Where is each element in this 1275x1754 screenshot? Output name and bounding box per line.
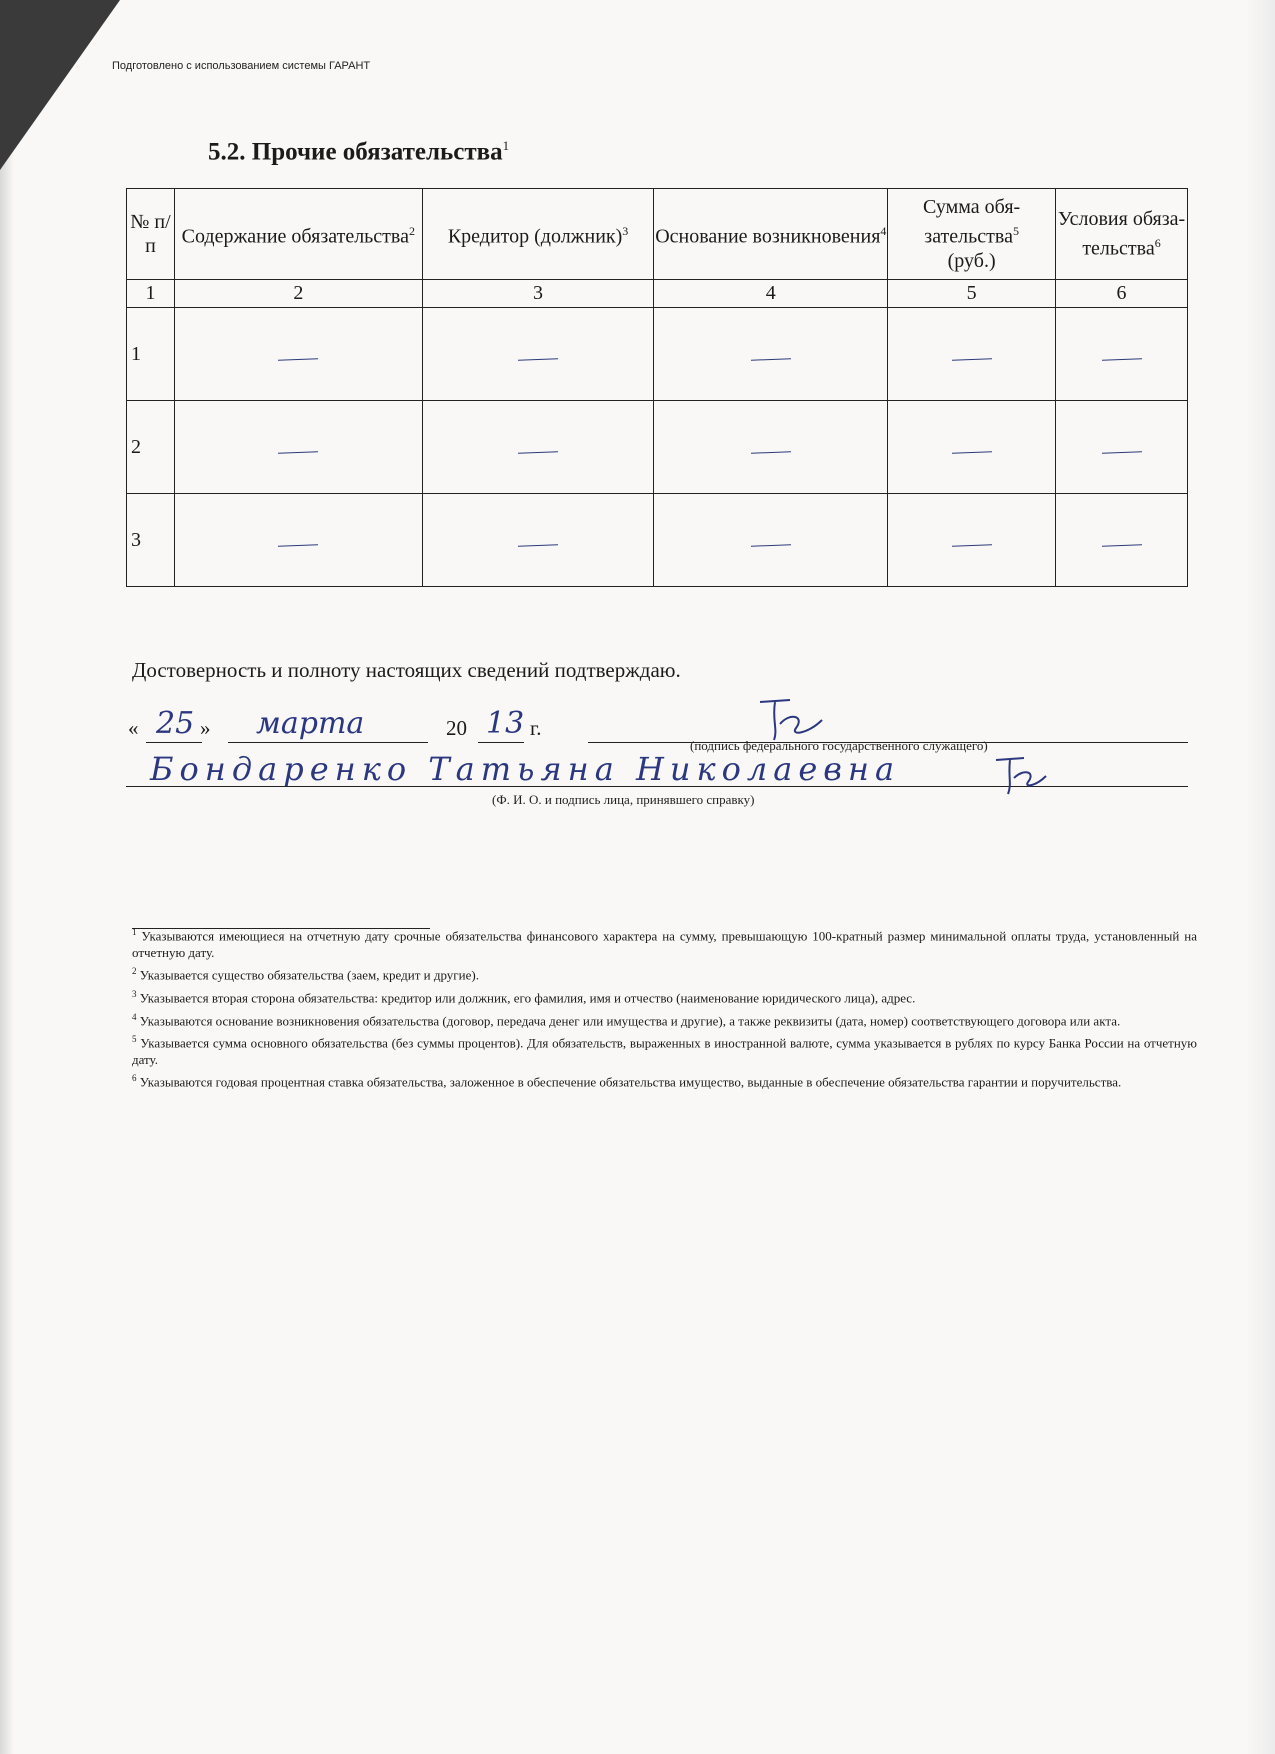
table-cell xyxy=(174,308,422,401)
date-day: 25 xyxy=(156,706,195,741)
table-cell xyxy=(1056,494,1188,587)
table-cell xyxy=(888,308,1056,401)
table-row xyxy=(127,494,1188,587)
header-cell: Основание возникновения$^4$ xyxy=(654,189,888,280)
table-cell xyxy=(888,494,1056,587)
scan-edge-shadow xyxy=(0,0,14,1754)
dash-mark xyxy=(518,451,558,453)
dash-mark xyxy=(952,544,992,546)
table-cell xyxy=(422,494,654,587)
dash-mark xyxy=(751,358,791,360)
table-row xyxy=(127,401,1188,494)
table-cell xyxy=(654,494,888,587)
table-cell xyxy=(174,494,422,587)
row-index: 1 xyxy=(127,308,175,401)
table-cell xyxy=(1056,401,1188,494)
scan-edge-right xyxy=(1245,0,1275,1754)
footnotes xyxy=(132,924,1197,1093)
dash-mark xyxy=(952,358,992,360)
header-cell: Кредитор (должник)$^3$ xyxy=(422,189,654,280)
signature-caption: (подпись федерального государственного служащего) xyxy=(690,738,988,753)
footnote: $^4$ Указываются основание возникновения обязательства (договор, передача денег или имущества и другие), а также реквизиты (дата, номер) соответствующего договора или акта. xyxy=(132,1011,1121,1028)
row-index: 2 xyxy=(127,401,175,494)
receiver-name: Бондаренко Татьяна Николаевна xyxy=(150,750,901,788)
column-number: 5 xyxy=(888,280,1056,308)
header-cell: Условия обяза-тельства$^6$ xyxy=(1056,189,1188,280)
dash-mark xyxy=(1102,451,1142,453)
dash-mark xyxy=(278,544,318,546)
footnote: $^3$ Указывается вторая сторона обязательства: кредитор или должник, его фамилия, имя и отчество (наименование юридического лица), адрес. xyxy=(132,988,916,1006)
receiver-caption: (Ф. И. О. и подпись лица, принявшего справку) xyxy=(492,792,755,807)
table-row xyxy=(127,308,1188,401)
dash-mark xyxy=(751,451,791,453)
table-cell xyxy=(174,401,422,494)
year-label: г. xyxy=(530,716,542,740)
close-quote: » xyxy=(200,716,211,740)
dash-mark xyxy=(278,451,318,453)
header-cell: № п/п xyxy=(127,189,175,280)
receiver-signature-mark xyxy=(990,750,1050,800)
table-cell xyxy=(654,401,888,494)
header-cell: Содержание обязательства$^2$ xyxy=(174,189,422,280)
column-number: 4 xyxy=(654,280,888,308)
obligations-table xyxy=(126,188,1188,587)
year-prefix: 20 xyxy=(446,716,467,740)
dash-mark xyxy=(1102,358,1142,360)
row-index: 3 xyxy=(127,494,175,587)
dash-mark xyxy=(952,451,992,453)
column-number: 1 xyxy=(127,280,175,308)
footnote: $^6$ Указываются годовая процентная ставка обязательства, заложенное в обеспечение обязательства имущество, выданные в обеспечение обязательства гарантии и поручительства. xyxy=(132,1073,1122,1090)
scan-corner-shadow xyxy=(0,0,120,170)
section-title xyxy=(208,138,509,166)
dash-mark xyxy=(751,544,791,546)
dash-mark xyxy=(518,358,558,360)
dash-mark xyxy=(518,544,558,546)
footnote: $^1$ Указываются имеющиеся на отчетную дату срочные обязательства финансового характера на сумму, превышающую 100-кратный размер минимальной оплаты труда, установленный на отчетную дату. xyxy=(132,927,1198,960)
confirmation-text: Достоверность и полноту настоящих сведений подтверждаю. xyxy=(132,658,681,682)
table-cell xyxy=(654,308,888,401)
column-number: 3 xyxy=(422,280,654,308)
footnote: $^5$ Указывается сумма основного обязательства (без суммы процентов). Для обязательств, выраженных в иностранной валюте, сумма указывается в рублях по курсу Банка России на отчетную дату. xyxy=(132,1034,1198,1068)
table-cell xyxy=(422,308,654,401)
section-title-ref: 1 xyxy=(502,138,510,153)
header-cell: Сумма обя-зательства$^5$ (руб.) xyxy=(888,189,1056,280)
year-underline xyxy=(478,742,524,743)
footnote: $^2$ Указывается существо обязательства (заем, кредит и другие). xyxy=(132,966,479,983)
dash-mark xyxy=(278,358,318,360)
day-underline xyxy=(146,742,202,743)
open-quote: « xyxy=(128,716,139,740)
column-number: 2 xyxy=(174,280,422,308)
dash-mark xyxy=(1102,544,1142,546)
table-header-row xyxy=(127,189,1188,280)
table-cell xyxy=(422,401,654,494)
column-number-row xyxy=(127,280,1188,308)
column-number: 6 xyxy=(1056,280,1188,308)
table-cell xyxy=(1056,308,1188,401)
section-title-text: 5.2. Прочие обязательства xyxy=(208,138,503,166)
month-underline xyxy=(228,742,428,743)
date-year-suffix: 13 xyxy=(486,706,525,741)
table-cell xyxy=(888,401,1056,494)
header-note: Подготовлено с использованием системы ГАРАНТ xyxy=(112,60,371,72)
date-month: марта xyxy=(256,706,365,741)
